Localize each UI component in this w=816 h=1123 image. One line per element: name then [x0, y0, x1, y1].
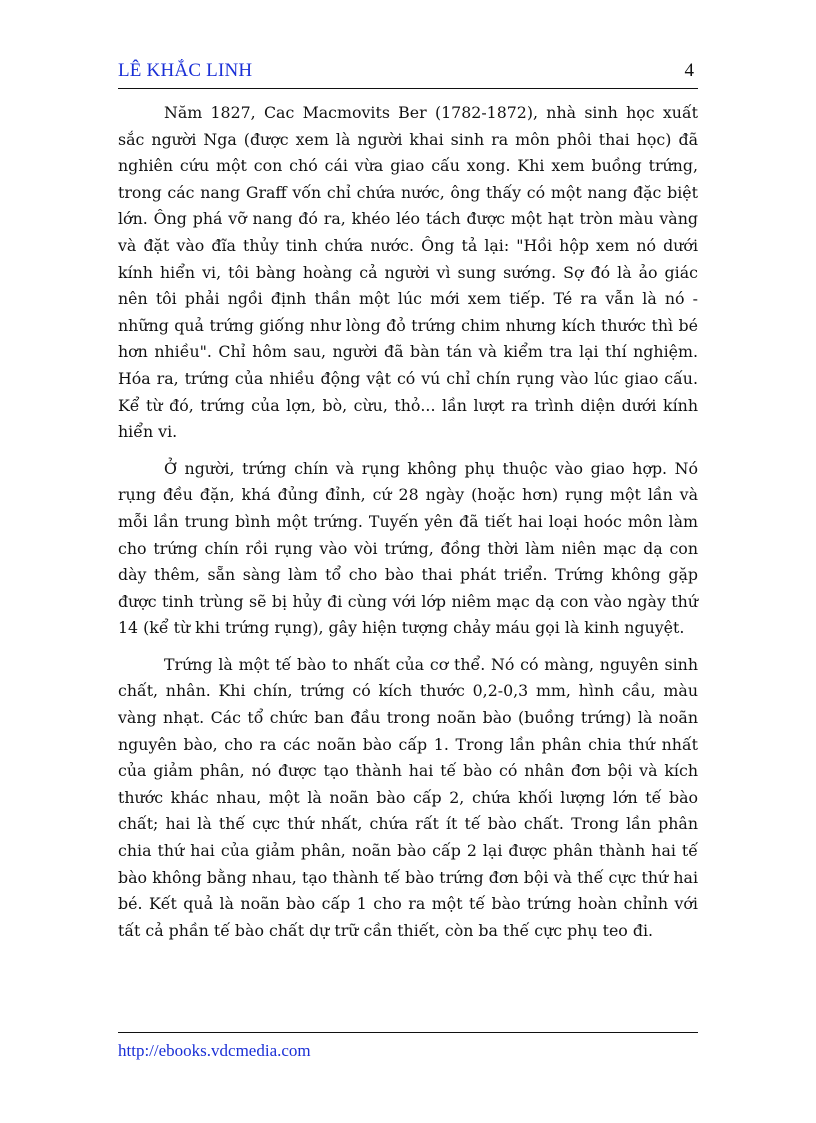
paragraph-3: Trứng là một tế bào to nhất của cơ thể. Nó có màng, nguyên sinh chất, nhân. Khi chín, trứng có kích thước 0,2-0,3 mm, hình cầu, màu vàng nhạt. Các tổ chức ban đầu trong noãn bào (buồng trứng) là noãn nguyên bào, cho ra các noãn bào cấp 1. Trong lần phân chia thứ nhất của giảm phân, nó được tạo thành hai tế bào có nhân đơn bội và kích thước khác nhau, một là noãn bào cấp 2, chứa khối lượng lớn tế bào chất; hai là thế cực thứ nhất, chứa rất ít tế bào chất. Trong lần phân chia thứ hai của giảm phân, noãn bào cấp 2 lại được phân thành hai tế bào không bằng nhau, tạo thành tế bào trứng đơn bội và thế cực thứ hai bé. Kết quả là noãn bào cấp 1 cho ra một tế bào trứng hoàn chỉnh với tất cả phần tế bào chất dự trữ cần thiết, còn ba thế cực phụ teo đi. [118, 654, 698, 940]
paragraph-1: Năm 1827, Cac Macmovits Ber (1782-1872), nhà sinh học xuất sắc người Nga (được xem là người khai sinh ra môn phôi thai học) đã nghiên cứu một con chó cái vừa giao cấu xong. Khi xem buồng trứng, trong các nang Graff vốn chỉ chứa nước, ông thấy có một nang đặc biệt lớn. Ông phá vỡ nang đó ra, khéo léo tách được một hạt tròn màu vàng và đặt vào đĩa thủy tinh chứa nước. Ông tả lại: "Hồi hộp xem nó dưới kính hiển vi, tôi bàng hoàng cả người vì sung sướng. Sợ đó là ảo giác nên tôi phải ngồi định thần một lúc mới xem tiếp. Té ra vẫn là nó - những quả trứng giống như lòng đỏ trứng chim nhưng kích thước thì bé hơn nhiều". Chỉ hôm sau, người đã bàn tán và kiểm tra lại thí nghiệm. Hóa ra, trứng của nhiều động vật có vú chỉ chín rụng vào lúc giao cấu. Kể từ đó, trứng của lợn, bò, cừu, thỏ... lần lượt ra trình diện dưới kính hiển vi. [118, 103, 698, 442]
paragraph-2: Ở người, trứng chín và rụng không phụ thuộc vào giao hợp. Nó rụng đều đặn, khá đủng đỉnh, cứ 28 ngày (hoặc hơn) rụng một lần và mỗi lần trung bình một trứng. Tuyến yên đã tiết hai loại hoóc môn làm cho trứng chín rồi rụng vào vòi trứng, đồng thời làm niên mạc dạ con dày thêm, sẵn sàng làm tổ cho bào thai phát triển. Trứng không gặp được tinh trùng sẽ bị hủy đi cùng với lớp niêm mạc dạ con vào ngày thứ 14 (kể từ khi trứng rụng), gây hiện tượng chảy máu gọi là kinh nguyệt. [118, 458, 698, 638]
author-title: LÊ KHẮC LINH [118, 60, 253, 81]
header-divider [118, 88, 698, 89]
page-number: 4 [684, 60, 694, 81]
document-body [118, 100, 698, 954]
footer-link[interactable]: http://ebooks.vdcmedia.com [118, 1041, 311, 1060]
page-header [118, 60, 698, 90]
footer-divider [118, 1032, 698, 1033]
